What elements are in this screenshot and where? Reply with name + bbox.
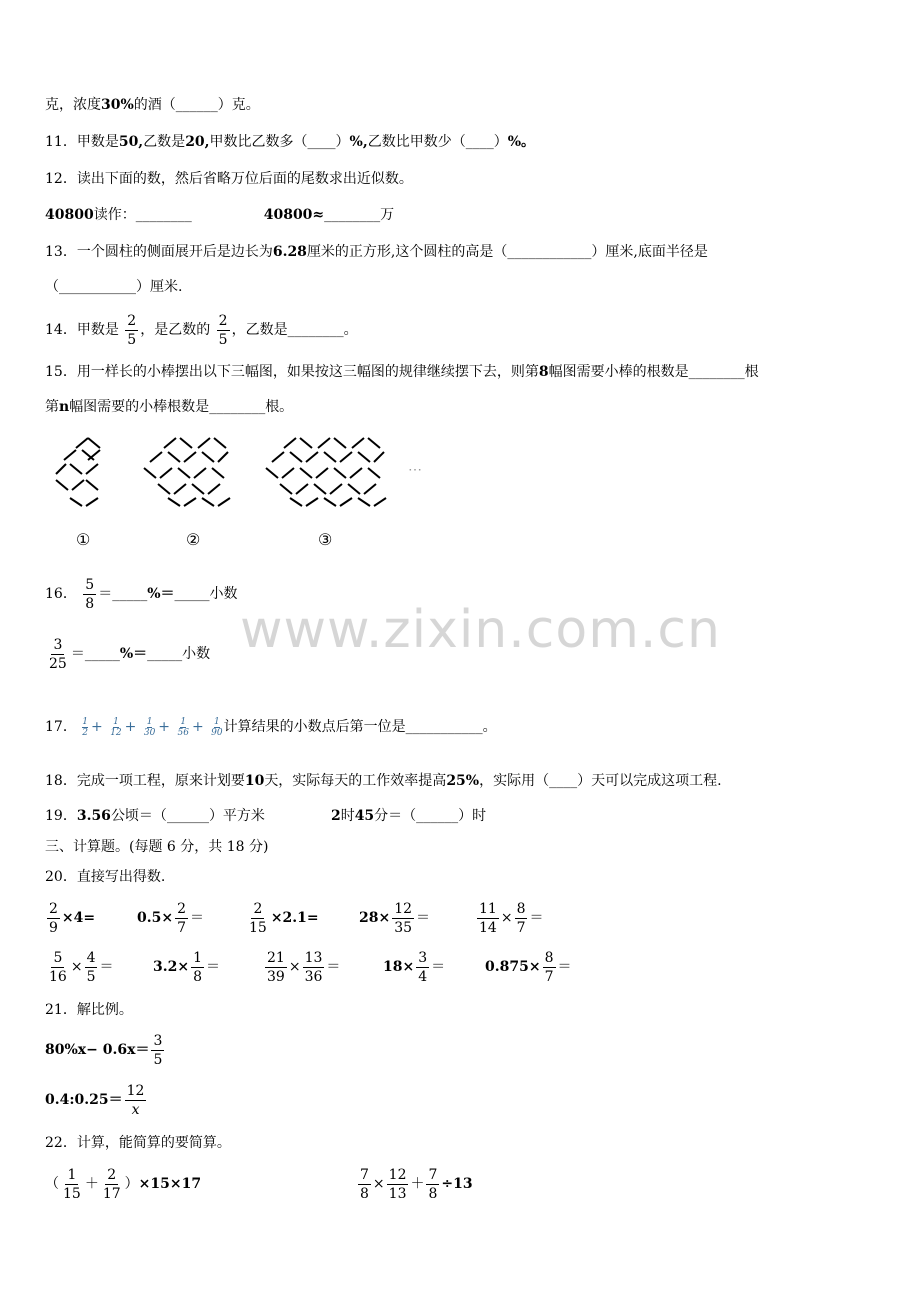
q20-item: 0.5× $\frac{2}{7}$ ＝ [137, 900, 205, 936]
answer-blank[interactable]: ________ [688, 364, 745, 380]
q22-b: $\frac{7}{8}$ × $\frac{12}{13}$ ＋ $\frac{7}{8}$ ÷13 [360, 1166, 473, 1202]
q20-item: 0.875× $\frac{8}{7}$ ＝ [485, 949, 572, 985]
question-12: 12．读出下面的数，然后省略万位后面的尾数求出近似数。 [45, 171, 413, 187]
q10-tail: 克，浓度30%的酒（______）克。 [45, 97, 260, 113]
question-17: 17． $\frac{1}{2}$ + $\frac{1}{12}$ + $\frac{1}{30}$ + $\frac{1}{56}$ + $\frac{1}{90}$ 计算结果的小数点后第一位是___________。 [45, 716, 497, 738]
answer-blank[interactable]: _____ [112, 586, 148, 602]
question-13-cont: （___________）厘米. [45, 279, 183, 295]
figure-caption-3: ③ [318, 530, 333, 549]
question-16-b: $\frac{3}{25}$ ＝_____%＝_____小数 [49, 636, 211, 672]
q21-a: 80%x− 0.6x＝ $\frac{3}{5}$ [45, 1032, 163, 1068]
question-13: 13．一个圆柱的侧面展开后是边长为6.28厘米的正方形,这个圆柱的高是（____________）厘米,底面半径是 [45, 244, 708, 260]
fraction: $\frac{1}{12}$ [110, 716, 122, 738]
q22-a: （ $\frac{1}{15}$ ＋ $\frac{2}{17}$ ）×15×17 [45, 1166, 202, 1202]
answer-blank[interactable]: ________ [324, 207, 381, 223]
fraction: $\frac{1}{90}$ [211, 716, 223, 738]
q20-item: 3.2× $\frac{1}{8}$ ＝ [153, 949, 221, 985]
q20-item: 28× $\frac{12}{35}$ ＝ [359, 900, 431, 936]
answer-blank[interactable]: ____ [549, 773, 578, 789]
q20-item: 18× $\frac{3}{4}$ ＝ [383, 949, 446, 985]
stick-figure-1 [52, 436, 112, 508]
fraction: $\frac{2}{5}$ [127, 312, 137, 348]
q20-item: $\frac{2}{15}$ ×2.1= [249, 900, 319, 936]
answer-blank[interactable]: ______ [416, 808, 459, 824]
question-16: 16． $\frac{5}{8}$ ＝_____%＝_____小数 [45, 576, 238, 612]
q20-item: $\frac{5}{16}$ × $\frac{4}{5}$ ＝ [49, 949, 114, 985]
question-14: 14．甲数是 $\frac{2}{5}$ ，是乙数的 $\frac{2}{5}$ ，乙数是________。 [45, 312, 358, 348]
q20-item: $\frac{11}{14}$ × $\frac{8}{7}$ ＝ [479, 900, 544, 936]
question-19: 19．3.56公顷＝（______）平方米 2时45分＝（______）时 [45, 808, 487, 824]
question-20: 20．直接写出得数. [45, 869, 166, 885]
answer-blank[interactable]: ____________ [507, 244, 592, 260]
fraction: $\frac{1}{56}$ [177, 716, 189, 738]
fraction: $\frac{1}{2}$ [82, 716, 89, 738]
question-22: 22．计算，能简算的要简算。 [45, 1135, 231, 1151]
answer-blank[interactable]: _____ [174, 586, 210, 602]
stick-figure-2 [140, 436, 236, 508]
watermark: www.zixin.com.cn [240, 600, 721, 660]
answer-blank[interactable]: _____ [147, 646, 183, 662]
fraction: $\frac{1}{30}$ [143, 716, 156, 738]
ellipsis: ⋯ [408, 462, 424, 478]
fraction: $\frac{3}{25}$ [49, 636, 67, 672]
question-18: 18．完成一项工程，原来计划要10天，实际每天的工作效率提高25%，实际用（____）天可以完成这项工程. [45, 773, 722, 789]
figure-caption-2: ② [186, 530, 201, 549]
answer-blank[interactable]: ___________ [405, 719, 483, 735]
fraction: $\frac{2}{5}$ [218, 312, 228, 348]
answer-blank[interactable]: ___________ [59, 279, 136, 295]
answer-blank[interactable]: ______ [175, 97, 218, 113]
section-3-heading: 三、计算题。(每题 6 分，共 18 分) [45, 839, 269, 855]
fraction: $\frac{5}{8}$ [85, 576, 95, 612]
question-21: 21．解比例。 [45, 1002, 133, 1018]
answer-blank[interactable]: ________ [135, 207, 192, 223]
question-12-answers: 40800读作：________ 40800≈________万 [45, 207, 395, 223]
answer-blank[interactable]: ______ [166, 808, 209, 824]
stick-figure-3 [262, 436, 388, 508]
q20-item: $\frac{21}{39}$ × $\frac{13}{36}$ ＝ [267, 949, 341, 985]
q20-item: $\frac{2}{9}$ ×4= [49, 900, 96, 936]
question-11: 11．甲数是50,乙数是20,甲数比乙数多（____）%,乙数比甲数少（____）%。 [45, 134, 536, 150]
answer-blank[interactable]: _____ [84, 646, 120, 662]
answer-blank[interactable]: ____ [465, 134, 494, 150]
question-15-cont: 第n幅图需要的小棒根数是________根。 [45, 399, 294, 415]
answer-blank[interactable]: ________ [287, 322, 344, 338]
answer-blank[interactable]: ____ [307, 134, 336, 150]
answer-blank[interactable]: ________ [209, 399, 266, 415]
question-15: 15．用一样长的小棒摆出以下三幅图，如果按这三幅图的规律继续摆下去，则第8幅图需要小棒的根数是________根 [45, 364, 759, 380]
figure-caption-1: ① [76, 530, 91, 549]
q21-b: 0.4:0.25＝ $\frac{12}{x}$ [45, 1082, 145, 1118]
